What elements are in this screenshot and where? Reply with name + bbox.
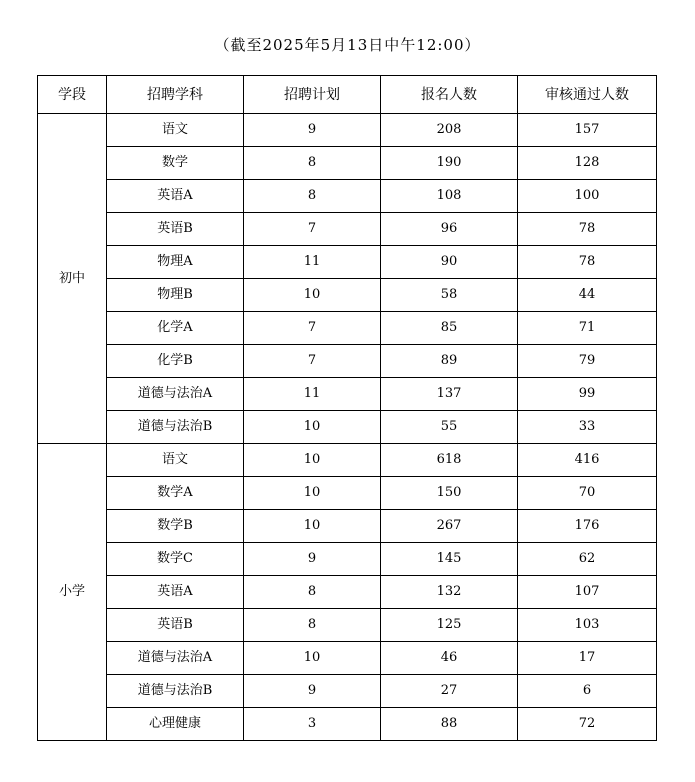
approved-cell: 416 [518,444,657,477]
header-approved: 审核通过人数 [518,76,657,114]
plan-cell: 9 [244,114,381,147]
table-row [38,642,657,675]
plan-cell: 7 [244,312,381,345]
plan-cell: 8 [244,147,381,180]
approved-cell: 128 [518,147,657,180]
approved-cell: 99 [518,378,657,411]
registered-cell: 85 [381,312,518,345]
table-row [38,345,657,378]
table-row [38,411,657,444]
subject-cell: 英语A [107,180,244,213]
subject-cell: 物理B [107,279,244,312]
registered-cell: 267 [381,510,518,543]
plan-cell: 7 [244,345,381,378]
table-row [38,378,657,411]
plan-cell: 11 [244,378,381,411]
registered-cell: 58 [381,279,518,312]
table-row [38,477,657,510]
registered-cell: 108 [381,180,518,213]
subject-cell: 英语B [107,609,244,642]
table-row [38,246,657,279]
approved-cell: 72 [518,708,657,741]
registration-table [37,75,657,741]
plan-cell: 10 [244,642,381,675]
registered-cell: 46 [381,642,518,675]
plan-cell: 9 [244,675,381,708]
stage-cell: 初中 [38,114,107,444]
registered-cell: 125 [381,609,518,642]
stage-cell: 小学 [38,444,107,741]
registered-cell: 137 [381,378,518,411]
plan-cell: 10 [244,279,381,312]
plan-cell: 10 [244,411,381,444]
approved-cell: 79 [518,345,657,378]
header-row [38,76,657,114]
plan-cell: 8 [244,180,381,213]
table-row [38,510,657,543]
approved-cell: 44 [518,279,657,312]
approved-cell: 157 [518,114,657,147]
plan-cell: 3 [244,708,381,741]
registered-cell: 618 [381,444,518,477]
approved-cell: 107 [518,576,657,609]
registered-cell: 145 [381,543,518,576]
table-row [38,444,657,477]
approved-cell: 70 [518,477,657,510]
approved-cell: 78 [518,246,657,279]
table-row [38,279,657,312]
header-registered: 报名人数 [381,76,518,114]
table-body [38,114,657,741]
table-caption: （截至2025年5月13日中午12:00） [214,36,481,54]
approved-cell: 33 [518,411,657,444]
registered-cell: 132 [381,576,518,609]
approved-cell: 6 [518,675,657,708]
table-row [38,576,657,609]
subject-cell: 物理A [107,246,244,279]
header-plan: 招聘计划 [244,76,381,114]
subject-cell: 英语A [107,576,244,609]
table-row [38,147,657,180]
approved-cell: 78 [518,213,657,246]
plan-cell: 10 [244,510,381,543]
table-row [38,180,657,213]
table-row [38,114,657,147]
table-row [38,708,657,741]
approved-cell: 17 [518,642,657,675]
table-row [38,213,657,246]
header-subject: 招聘学科 [107,76,244,114]
subject-cell: 心理健康 [107,708,244,741]
registered-cell: 150 [381,477,518,510]
approved-cell: 62 [518,543,657,576]
registered-cell: 208 [381,114,518,147]
subject-cell: 英语B [107,213,244,246]
registered-cell: 55 [381,411,518,444]
approved-cell: 100 [518,180,657,213]
subject-cell: 数学B [107,510,244,543]
plan-cell: 7 [244,213,381,246]
table-row [38,543,657,576]
registered-cell: 96 [381,213,518,246]
approved-cell: 71 [518,312,657,345]
plan-cell: 10 [244,477,381,510]
registered-cell: 90 [381,246,518,279]
plan-cell: 8 [244,609,381,642]
subject-cell: 数学 [107,147,244,180]
subject-cell: 道德与法治B [107,411,244,444]
subject-cell: 数学C [107,543,244,576]
subject-cell: 语文 [107,114,244,147]
registered-cell: 89 [381,345,518,378]
approved-cell: 103 [518,609,657,642]
table-row [38,609,657,642]
subject-cell: 语文 [107,444,244,477]
registered-cell: 190 [381,147,518,180]
table-row [38,312,657,345]
subject-cell: 道德与法治A [107,378,244,411]
registered-cell: 27 [381,675,518,708]
subject-cell: 化学B [107,345,244,378]
plan-cell: 8 [244,576,381,609]
subject-cell: 数学A [107,477,244,510]
approved-cell: 176 [518,510,657,543]
table-row [38,675,657,708]
plan-cell: 9 [244,543,381,576]
registered-cell: 88 [381,708,518,741]
header-stage: 学段 [38,76,107,114]
subject-cell: 道德与法治B [107,675,244,708]
plan-cell: 11 [244,246,381,279]
subject-cell: 化学A [107,312,244,345]
subject-cell: 道德与法治A [107,642,244,675]
plan-cell: 10 [244,444,381,477]
